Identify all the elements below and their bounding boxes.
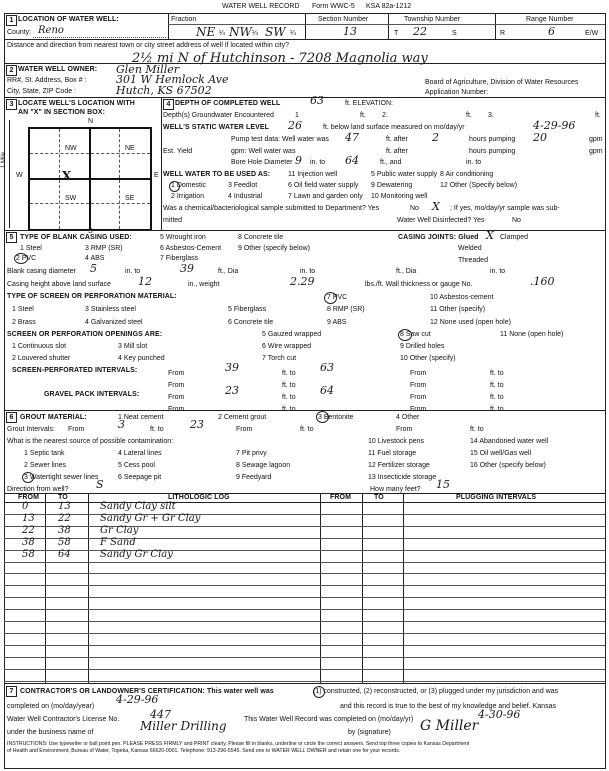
direction-value: S — [96, 478, 104, 491]
opening-opt-9: 9 Drilled holes — [400, 343, 445, 350]
casing-label: TYPE OF BLANK CASING USED: — [20, 234, 132, 241]
casing-opt-5: 5 Wrought iron — [160, 234, 206, 241]
screen-opt-10: 10 Asbestos-cement — [430, 294, 494, 301]
log-description: Sandy Gr + Gr Clay — [100, 512, 201, 524]
log-description: F Sand — [100, 536, 136, 548]
signature-label: by (signature) — [348, 729, 391, 736]
pump-test-label: Pump test data: Well water was — [231, 136, 329, 143]
log-to: 13 — [58, 501, 71, 512]
gravel-from-label-2: From — [168, 406, 185, 413]
perf-from-label-2: From — [168, 382, 185, 389]
business-value: Miller Drilling — [140, 719, 227, 733]
gw-2: 2. — [382, 112, 388, 119]
yield-label: Est. Yield — [163, 148, 193, 155]
joints-welded: Welded — [458, 245, 482, 252]
contam-opt-10: 10 Livestock pens — [368, 438, 425, 445]
gauge-value: .160 — [530, 275, 555, 288]
use-5: 5 Public water supply — [371, 171, 438, 178]
township-suffix: S — [452, 30, 457, 37]
pump-gpm: 20 — [533, 131, 547, 144]
weight-value: 2.29 — [290, 275, 315, 288]
log-from: 22 — [22, 524, 35, 536]
contam-opt-12: 12 Fertilizer storage — [368, 462, 430, 469]
casing-opt-6: 6 Asbestos-Cement — [160, 245, 222, 252]
pump-hours: 2 — [432, 131, 439, 144]
quarter-1: ¼ — [219, 30, 225, 37]
gravel-to-value: 64 — [320, 384, 334, 397]
screen-opt-7: 7 PVC — [327, 294, 348, 301]
instructions-1: INSTRUCTIONS: Use typewriter or ball point pen. PLEASE PRESS FIRMLY and PRINT clearly. Please fill in blanks, underline or circle the correct answers. Send top three copies to Kansas Department — [7, 741, 470, 747]
gravel-label: GRAVEL PACK INTERVALS: — [44, 391, 140, 398]
perf-to-label: ft. to — [282, 370, 296, 377]
bore-label: Bore Hole Diameter — [231, 159, 293, 166]
compass-w: W — [16, 172, 23, 179]
certification-label: CONTRACTOR'S OR LANDOWNER'S CERTIFICATION: This water well was — [20, 688, 274, 695]
use-11: 11 Injection well — [288, 171, 338, 178]
record-label: This Water Well Record was completed on (mo/day/yr) — [244, 716, 414, 723]
opening-opt-8: 8 Saw cut — [400, 331, 431, 338]
section-5-number: 5 — [6, 232, 17, 243]
use-label: WELL WATER TO BE USED AS: — [163, 171, 271, 178]
joints-label: CASING JOINTS: Glued — [398, 234, 479, 241]
log-to: 58 — [58, 536, 71, 548]
contam-opt-13: 13 Insecticide storage — [368, 474, 437, 481]
contam-opt-2: 2 Sewer lines — [24, 462, 67, 469]
screen-opt-6: 6 Concrete tile — [228, 319, 274, 326]
log-from: 0 — [22, 501, 29, 512]
col-to: TO — [58, 494, 68, 501]
signature-value: G Miller — [420, 718, 479, 734]
compass-n: N — [88, 118, 94, 125]
log-row-line — [4, 538, 605, 539]
pump-after: ft. after — [386, 136, 408, 143]
gauge-label: lbs./ft. Wall thickness or gauge No. — [365, 281, 473, 288]
casing-opt-9: 9 Other (specify below) — [238, 245, 310, 252]
casing-opt-2: 2 PVC — [16, 255, 37, 262]
log-row-line — [4, 621, 605, 622]
log-to: 22 — [58, 512, 71, 524]
log-row-line — [4, 609, 605, 610]
openings-label: SCREEN OR PERFORATION OPENINGS ARE: — [7, 331, 163, 338]
log-row-line — [4, 681, 605, 682]
application-number-label: Application Number: — [425, 89, 489, 96]
address-label: RR#, St. Address, Box # : — [7, 77, 87, 84]
quad-ne: NE — [125, 145, 135, 152]
quad-nw: NW — [65, 145, 77, 152]
diameter-ft-dia-2: ft., Dia — [396, 268, 417, 275]
depth-label: DEPTH OF COMPLETED WELL — [175, 100, 281, 107]
grout-from-label-3: From — [396, 426, 413, 433]
diameter-in-to: in. to — [125, 268, 141, 275]
distance-label: Distance and direction from nearest town or city street address of well if located within city? — [7, 42, 290, 49]
perf-to-label-4: ft. to — [490, 382, 504, 389]
opening-opt-7: 7 Torch cut — [262, 355, 297, 362]
gravel-to-label: ft. to — [282, 394, 296, 401]
chem-no: No — [410, 205, 419, 212]
certification-options: (1) constructed, (2) reconstructed, or (3) plugged under my jurisdiction and was — [313, 688, 559, 695]
log-row-line — [4, 562, 605, 563]
log-from: 13 — [22, 512, 35, 524]
location-label: LOCATION OF WATER WELL: — [18, 16, 119, 23]
joints-clamped: Clamped — [500, 234, 529, 241]
log-row-line — [4, 597, 605, 598]
quad-se: SE — [125, 195, 135, 202]
quad-sw: SW — [65, 195, 77, 202]
form-title: WATER WELL RECORD — [222, 3, 300, 10]
grout-from-label: From — [68, 426, 85, 433]
disinfected-no: No — [512, 217, 521, 224]
grout-to-label-3: ft. to — [470, 426, 484, 433]
locate-label-2: AN "X" IN SECTION BOX: — [18, 109, 106, 116]
disinfected-label: Water Well Disinfected? Yes — [397, 217, 485, 224]
casing-opt-7: 7 Fiberglass — [160, 255, 199, 262]
perforated-label: SCREEN-PERFORATED INTERVALS: — [12, 367, 138, 374]
contam-opt-4: 4 Lateral lines — [118, 450, 162, 457]
screen-opt-8: 8 RMP (SR) — [327, 306, 365, 313]
howmany-label: How many feet? — [370, 486, 421, 493]
contam-opt-14: 14 Abandoned water well — [470, 438, 549, 445]
perf-to-label-3: ft. to — [490, 370, 504, 377]
bore-in-to: in. to — [310, 159, 326, 166]
perf-from-label-4: From — [410, 382, 427, 389]
compass-s: S — [88, 228, 93, 235]
record-date: 4-30-96 — [478, 708, 521, 721]
mile-label: 1 Mile — [1, 151, 7, 168]
use-3: 3 Feedlot — [228, 182, 258, 189]
col-to-2: TO — [374, 494, 384, 501]
contam-opt-9: 9 Feedyard — [236, 474, 272, 481]
section-4-number: 4 — [163, 99, 174, 110]
city-label: City, State, ZIP Code : — [7, 88, 76, 95]
log-row-line — [4, 514, 605, 515]
chem-question: Was a chemical/bacteriological sample submitted to Department? Yes — [163, 205, 380, 212]
gpm-label: gpm — [589, 136, 603, 143]
gw-ft-1: ft. — [360, 112, 366, 119]
log-description: Sandy Gr Clay — [100, 548, 173, 560]
joints-threaded: Threaded — [458, 257, 488, 264]
yield-after: ft. after — [386, 148, 408, 155]
gw-3: 3. — [488, 112, 494, 119]
bore-value: 9 — [295, 154, 302, 167]
log-row-line — [4, 573, 605, 574]
range-value: 6 — [548, 25, 555, 38]
log-row-line — [4, 550, 605, 551]
board-label: Board of Agriculture, Division of Water Resources — [425, 79, 579, 86]
contam-opt-3: 3 Watertight sewer lines — [24, 474, 99, 481]
owner-label: WATER WELL OWNER: — [18, 66, 98, 73]
grout-opt-3: 3 Bentonite — [318, 414, 354, 421]
hours-pumping-label: hours pumping — [469, 136, 516, 143]
casing-opt-8: 8 Concrete tile — [238, 234, 284, 241]
bore-in-to-2: in. to — [466, 159, 482, 166]
use-8: 8 Air conditioning — [440, 171, 494, 178]
perf-from-label: From — [168, 370, 185, 377]
static-level-rest: ft. below land surface measured on mo/day/yr — [323, 124, 465, 131]
screen-opt-5: 5 Fiberglass — [228, 306, 267, 313]
log-from: 38 — [22, 536, 35, 548]
log-description: Gr Clay — [100, 524, 139, 536]
gravel-from-value: 23 — [225, 384, 239, 397]
range-ew: E/W — [585, 30, 599, 37]
quarter-3: ¼ — [290, 30, 296, 37]
yield-gpm-label: gpm: Well water was — [231, 148, 296, 155]
screen-opt-12: 12 None used (open hole) — [430, 319, 511, 326]
contam-opt-11: 11 Fuel storage — [368, 450, 417, 457]
elevation-label: ft. ELEVATION: — [345, 100, 393, 107]
joints-glued-mark: X — [486, 229, 494, 242]
fraction-label: Fraction — [171, 16, 197, 23]
casing-opt-3: 3 RMP (SR) — [85, 245, 123, 252]
perf-to-value: 63 — [320, 361, 334, 374]
completed-label: completed on (mo/day/year) — [7, 703, 95, 710]
range-label: Range Number — [526, 16, 574, 23]
yield-gpm: gpm — [589, 148, 603, 155]
bore-to-value: 64 — [345, 154, 359, 167]
business-label: under the business name of — [7, 729, 94, 736]
county-label: County: — [7, 29, 32, 36]
chem-rest: ; If yes, mo/day/yr sample was sub- — [450, 205, 560, 212]
grout-label: GROUT MATERIAL: — [20, 414, 87, 421]
address-value: 301 W Hemlock Ave — [116, 73, 229, 86]
diameter-value: 5 — [90, 262, 97, 275]
log-row-line — [4, 645, 605, 646]
compass-e: E — [154, 172, 159, 179]
opening-opt-11: 11 None (open hole) — [500, 331, 564, 338]
howmany-value: 15 — [436, 478, 450, 491]
diameter-to-value: 39 — [180, 262, 194, 275]
grout-to-value: 23 — [190, 418, 204, 431]
grout-from-value: 3 — [118, 418, 125, 431]
contam-opt-5: 5 Cess pool — [118, 462, 155, 469]
screen-opt-3: 3 Stainless steel — [85, 306, 136, 313]
perf-from-value: 39 — [225, 361, 239, 374]
screen-label: TYPE OF SCREEN OR PERFORATION MATERIAL: — [7, 293, 177, 300]
gravel-to-label-3: ft. to — [490, 394, 504, 401]
gravel-from-label: From — [168, 394, 185, 401]
col-litho: LITHOLOGIC LOG — [168, 494, 230, 501]
log-to: 38 — [58, 524, 71, 536]
static-level-value: 26 — [288, 119, 302, 132]
opening-opt-5: 5 Gauzed wrapped — [262, 331, 322, 338]
grout-to-label-2: ft. to — [300, 426, 314, 433]
section-3-number: 3 — [6, 99, 17, 110]
screen-opt-4: 4 Galvanized steel — [85, 319, 143, 326]
use-12: 12 Other (Specify below) — [440, 182, 518, 189]
license-value: 447 — [150, 708, 171, 721]
col-from-2: FROM — [330, 494, 352, 501]
chem-mitted: mitted — [163, 217, 183, 224]
opening-opt-4: 4 Key punched — [118, 355, 165, 362]
log-row-line — [4, 657, 605, 658]
log-to: 64 — [58, 548, 71, 560]
section-6-number: 6 — [6, 412, 17, 423]
township-prefix: T — [394, 30, 399, 37]
log-row-line — [4, 585, 605, 586]
log-from: 58 — [22, 548, 35, 560]
fraction-2: NW — [229, 25, 252, 39]
chem-no-mark: X — [432, 200, 440, 213]
log-row-line — [4, 526, 605, 527]
use-2: 2 Irrigation — [171, 193, 205, 200]
contamination-label: What is the nearest source of possible contamination: — [7, 438, 174, 445]
screen-opt-2: 2 Brass — [12, 319, 36, 326]
section-2-number: 2 — [6, 65, 17, 76]
gw-ft-2: ft. — [466, 112, 472, 119]
opening-opt-10: 10 Other (specify) — [400, 355, 456, 362]
grout-opt-4: 4 Other — [396, 414, 420, 421]
bore-and: ft., and — [380, 159, 402, 166]
fraction-1: NE — [196, 25, 216, 39]
direction-label: Direction from well? — [7, 486, 69, 493]
license-label: Water Well Contractor's License No. — [7, 716, 120, 723]
distance-value: 2½ mi N of Hutchinson - 7208 Magnolia way — [132, 51, 428, 66]
use-10: 10 Monitoring well — [371, 193, 428, 200]
grout-opt-2: 2 Cement grout — [218, 414, 267, 421]
opening-opt-2: 2 Louvered shutter — [12, 355, 71, 362]
groundwater-label: Depth(s) Groundwater Encountered — [163, 112, 274, 119]
gravel-from-label-4: From — [410, 406, 427, 413]
range-prefix: R — [500, 30, 506, 37]
perf-from-label-3: From — [410, 370, 427, 377]
height-label: Casing height above land surface — [7, 281, 111, 288]
use-6: 6 Oil field water supply — [288, 182, 359, 189]
yield-hours-pumping: hours pumping — [469, 148, 516, 155]
diameter-ft-dia: ft., Dia — [218, 268, 239, 275]
form-number: Form WWC-5 — [312, 3, 355, 10]
gw-ft-3: ft. — [595, 112, 601, 119]
gravel-to-label-4: ft. to — [490, 406, 504, 413]
locate-label-1: LOCATE WELL'S LOCATION WITH — [18, 100, 135, 107]
true-statement: and this record is true to the best of my knowledge and belief. Kansas — [340, 703, 556, 710]
static-date: 4-29-96 — [533, 119, 576, 132]
grout-from-label-2: From — [236, 426, 253, 433]
log-row-line — [4, 633, 605, 634]
screen-opt-9: 9 ABS — [327, 319, 347, 326]
city-value: Hutch, KS 67502 — [116, 84, 212, 97]
grout-intervals-label: Grout Intervals: — [7, 426, 55, 433]
section-number-label: Section Number — [318, 16, 369, 23]
diameter-in-to-3: in. to — [490, 268, 506, 275]
gravel-to-label-2: ft. to — [282, 406, 296, 413]
diameter-in-to-2: in. to — [300, 268, 316, 275]
col-from: FROM — [18, 494, 40, 501]
contam-opt-16: 16 Other (specify below) — [470, 462, 546, 469]
grout-opt-1: 1 Neat cement — [118, 414, 164, 421]
gravel-from-label-3: From — [410, 394, 427, 401]
perf-to-label-2: ft. to — [282, 382, 296, 389]
instructions-2: of Health and Environment, Bureau of Water, Topeka, Kansas 66620-0001. Telephone: 913-296-5545. Send one to WATER WELL OWNER and retain one for your records. — [7, 748, 401, 754]
section-grid — [28, 127, 152, 231]
use-9: 9 Dewatering — [371, 182, 413, 189]
well-location-mark: X — [62, 169, 72, 183]
owner-value: Glen Miller — [116, 63, 179, 76]
use-7: 7 Lawn and garden only — [288, 193, 363, 200]
section-number-value: 13 — [343, 25, 357, 38]
depth-value: 63 — [310, 94, 324, 107]
section-7-number: 7 — [6, 686, 17, 697]
opening-opt-6: 6 Wire wrapped — [262, 343, 312, 350]
log-row-line — [4, 669, 605, 670]
use-4: 4 Industrial — [228, 193, 263, 200]
contam-opt-15: 15 Oil well/Gas well — [470, 450, 532, 457]
contam-opt-6: 6 Seepage pit — [118, 474, 162, 481]
screen-opt-11: 11 Other (specify) — [430, 306, 486, 313]
diameter-label: Blank casing diameter — [7, 268, 76, 275]
log-description: Sandy Clay silt — [100, 501, 176, 512]
county-value: Reno — [38, 25, 64, 36]
col-plugging: PLUGGING INTERVALS — [456, 494, 537, 501]
contam-opt-8: 8 Sewage lagoon — [236, 462, 291, 469]
opening-opt-3: 3 Mill slot — [118, 343, 148, 350]
contam-opt-7: 7 Pit privy — [236, 450, 267, 457]
casing-opt-4: 4 ABS — [85, 255, 105, 262]
completed-value: 4-29-96 — [116, 693, 159, 706]
contam-opt-1: 1 Septic tank — [24, 450, 65, 457]
static-level-label: WELL'S STATIC WATER LEVEL — [163, 124, 270, 131]
opening-opt-1: 1 Continuous slot — [12, 343, 67, 350]
pump-ft: 47 — [345, 131, 359, 144]
township-value: 22 — [413, 25, 427, 38]
casing-opt-1: 1 Steel — [20, 245, 42, 252]
township-label: Township Number — [404, 16, 461, 23]
height-weight-label: in., weight — [188, 281, 220, 288]
ksa-number: KSA 82a-1212 — [366, 3, 412, 10]
gw-1: 1 — [295, 112, 299, 119]
grout-to-label: ft. to — [150, 426, 164, 433]
use-1: 1 Domestic — [171, 182, 207, 189]
height-value: 12 — [138, 275, 152, 288]
quarter-2: ¼ — [252, 30, 258, 37]
screen-opt-1: 1 Steel — [12, 306, 34, 313]
section-1-number: 1 — [6, 15, 17, 26]
fraction-3: SW — [265, 25, 286, 39]
